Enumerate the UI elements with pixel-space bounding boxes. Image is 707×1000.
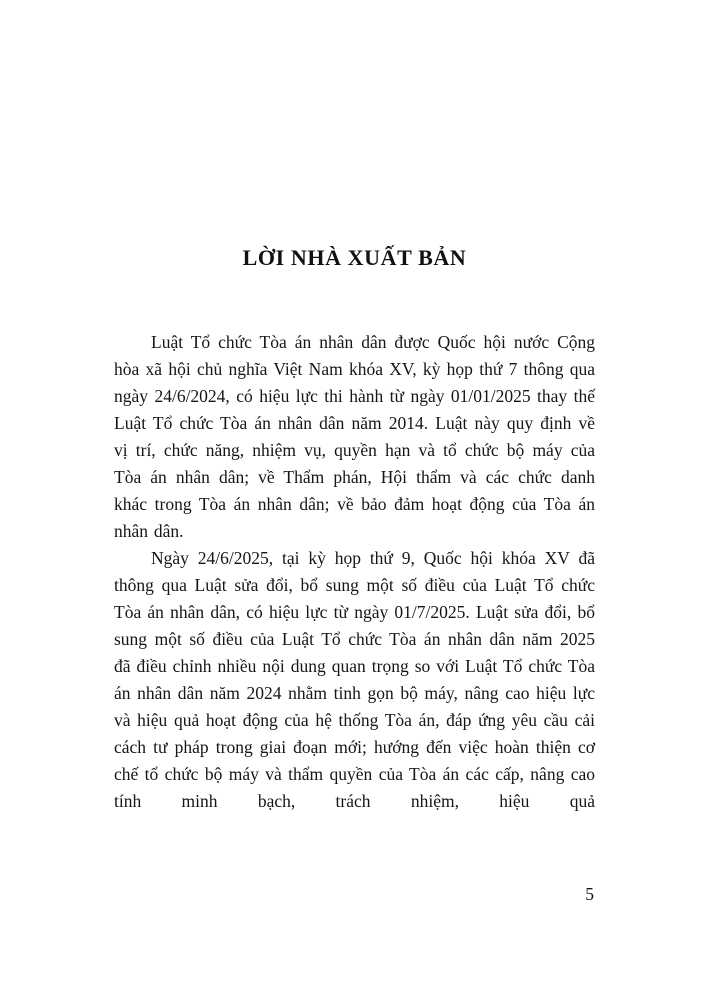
page-number: 5 [585, 884, 594, 904]
paragraph: Luật Tổ chức Tòa án nhân dân được Quốc hội nước Cộng hòa xã hội chủ nghĩa Việt Nam khóa XV, kỳ họp thứ 7 thông qua ngày 24/6/2024, có hiệu lực thi hành từ ngày 01/01/2025 thay thế Luật Tổ chức Tòa án nhân dân năm 2014. Luật này quy định về vị trí, chức năng, nhiệm vụ, quyền hạn và tổ chức bộ máy của Tòa án nhân dân; về Thẩm phán, Hội thẩm và các chức danh khác trong Tòa án nhân dân; về bảo đảm hoạt động của Tòa án nhân dân. [114, 332, 595, 541]
page-title: LỜI NHÀ XUẤT BẢN [242, 245, 467, 270]
paragraph: Ngày 24/6/2025, tại kỳ họp thứ 9, Quốc hội khóa XV đã thông qua Luật sửa đổi, bổ sung một số điều của Luật Tổ chức Tòa án nhân dân, có hiệu lực từ ngày 01/7/2025. Luật sửa đổi, bổ sung một số điều của Luật Tổ chức Tòa án nhân dân năm 2025 đã điều chỉnh nhiều nội dung quan trọng so với Luật Tổ chức Tòa án nhân dân năm 2024 nhằm tinh gọn bộ máy, nâng cao hiệu lực và hiệu quả hoạt động của hệ thống Tòa án, đáp ứng yêu cầu cải cách tư pháp trong giai đoạn mới; hướng đến việc hoàn thiện cơ chế tổ chức bộ máy và thẩm quyền của Tòa án các cấp, nâng cao tính minh bạch, trách nhiệm, hiệu quả [114, 548, 595, 811]
body-text [114, 329, 595, 815]
